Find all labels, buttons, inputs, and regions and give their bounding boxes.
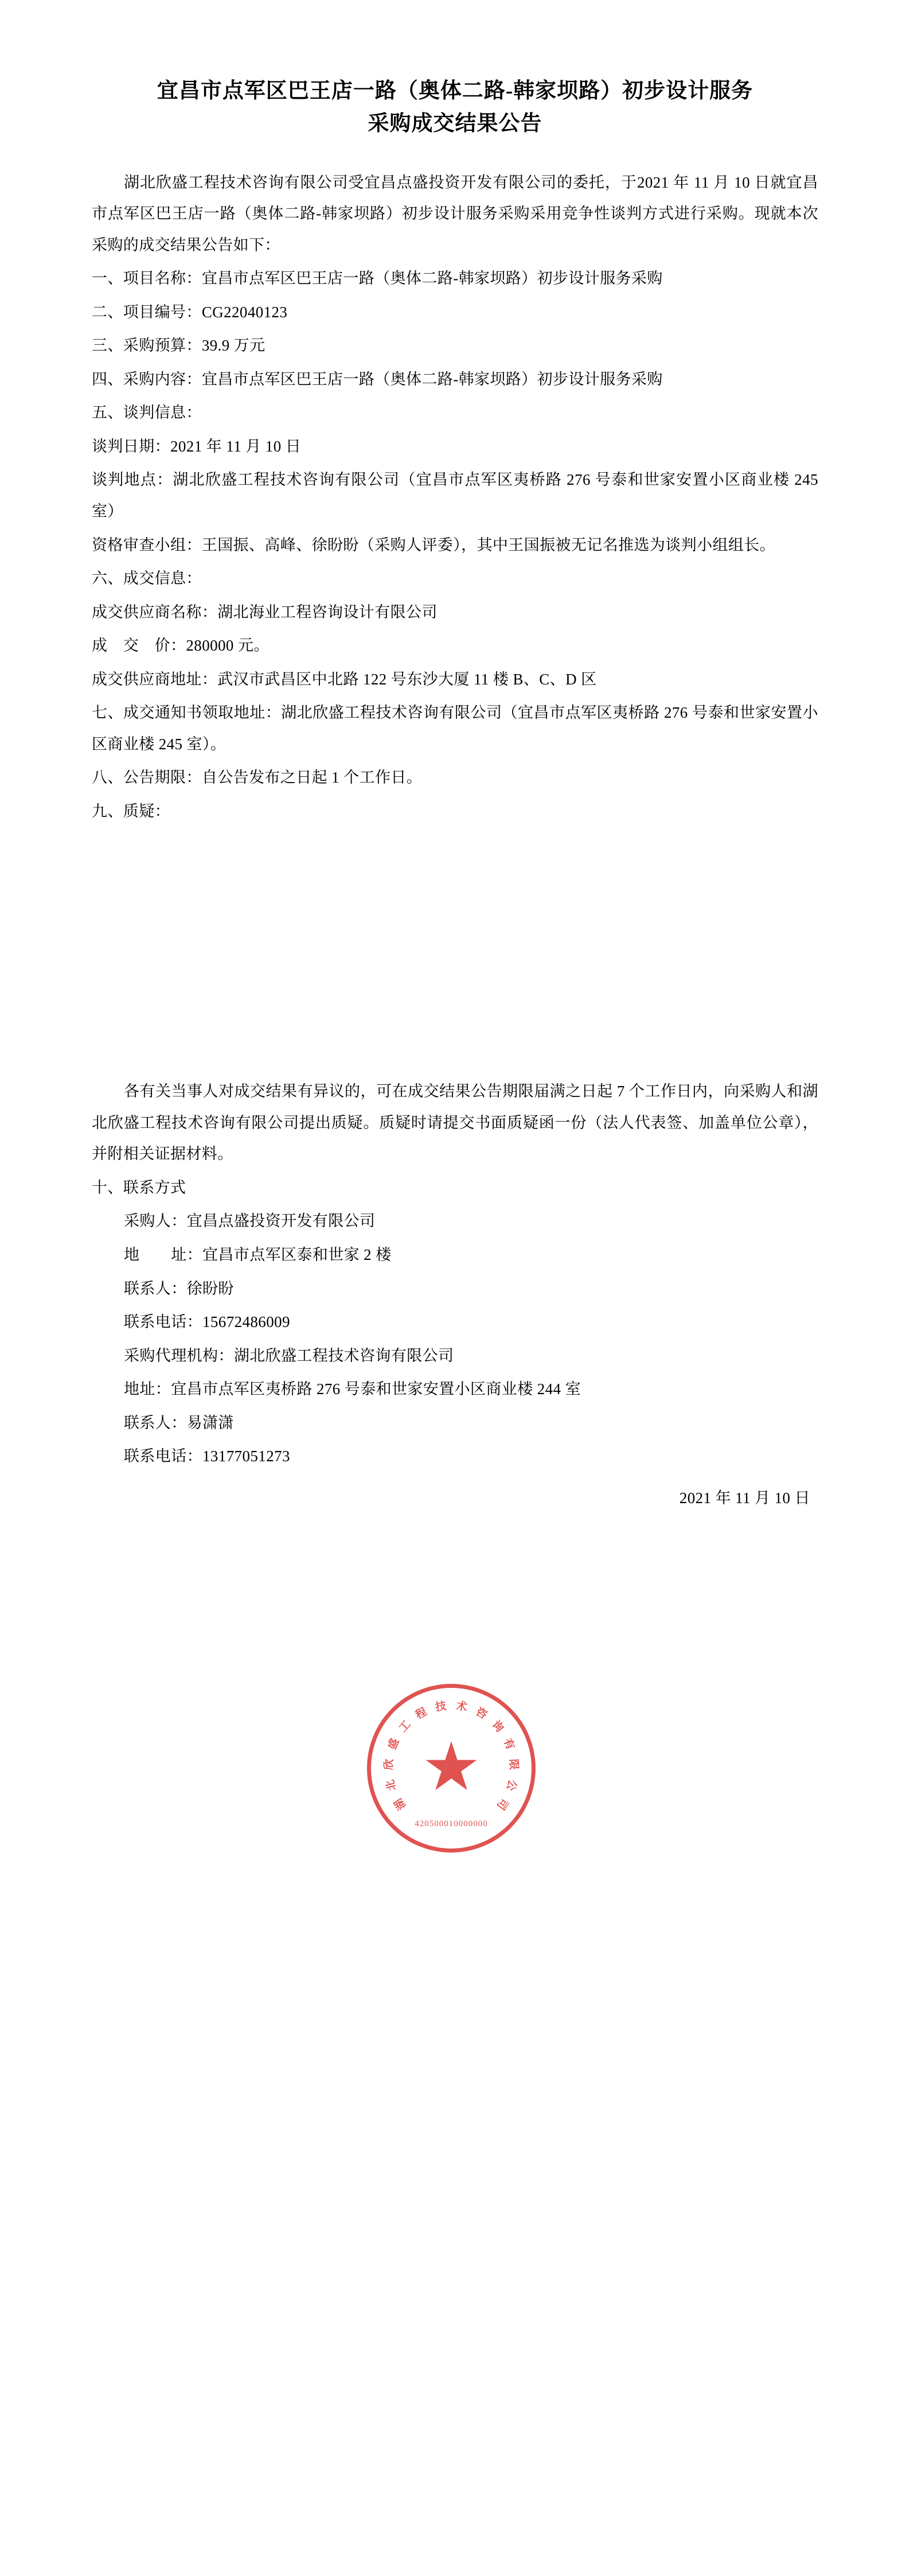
contact-value: 13177051273 [202,1447,290,1465]
contact-value: 湖北欣盛工程技术咨询有限公司 [233,1347,454,1364]
section-project-number-heading: 二、项目编号： [92,303,202,321]
blank-space [92,829,818,1076]
section-project-name-heading: 一、项目名称： [92,270,202,287]
result-price-value: 280000 元。 [186,637,270,655]
section-negotiation-heading: 五、谈判信息： [92,404,202,422]
seal-ring-char: 北 [384,1778,399,1792]
section-project-name [92,263,818,294]
section-notice-pickup [92,697,818,760]
contact-row [92,1306,818,1338]
contact-row [92,1407,818,1439]
section-notice-pickup-text: 湖北欣盛工程技术咨询有限公司（宜昌市点军区夷桥路 276 号泰和世家安置小区商业楼 245 室）。 [92,704,818,753]
seal-ring-char: 湖 [392,1796,409,1812]
contact-value: 易潇潇 [186,1414,234,1431]
seal-ring-char: 咨 [473,1706,489,1722]
intro-paragraph: 湖北欣盛工程技术咨询有限公司受宜昌点盛投资开发有限公司的委托，于2021 年 11 月 10 日就宜昌市点军区巴王店一路（奥体二路-韩家坝路）初步设计服务采购采用竞争性谈判方式进行采购。现就本次采购的成交结果公告如下： [92,173,818,254]
page-title [92,75,818,141]
negotiation-place: 谈判地点：湖北欣盛工程技术咨询有限公司（宜昌市点军区夷桥路 276 号泰和世家安置小区商业楼 245 室） [92,471,818,520]
result-supplier-address-value: 武汉市武昌区中北路 122 号东沙大厦 11 楼 B、C、D 区 [217,670,597,688]
section-project-name-text: 宜昌市点军区巴王店一路（奥体二路-韩家坝路）初步设计服务采购 [201,270,663,287]
seal-bottom-text: 420500010000000 [415,1819,488,1828]
result-supplier-address-label: 成交供应商地址： [92,670,218,688]
seal-ring-char: 公 [503,1778,519,1792]
contact-label: 地址： [124,1380,171,1398]
contact-row [92,1239,818,1271]
query-text: 各有关当事人对成交结果有异议的，可在成交结果公告期限届满之日起 7 个工作日内，向采购人和湖北欣盛工程技术咨询有限公司提出质疑。质疑时请提交书面质疑函一份（法人代表签、加盖单位公章），并附相关证据材料。 [92,1083,818,1163]
seal-ring-char: 技 [434,1700,447,1714]
seal-ring-char: 盛 [386,1737,402,1752]
seal-ring-char: 有 [501,1737,517,1752]
seal-ring-text [371,1688,532,1849]
section-scope [92,364,818,395]
contact-label: 地 址： [124,1246,202,1263]
contact-label: 联系电话： [124,1447,202,1465]
section-notice-pickup-heading: 七、成交通知书领取地址： [92,704,282,722]
contact-row [92,1373,818,1405]
section-budget-text: 39.9 万元 [201,337,265,355]
contact-label: 联系人： [124,1279,187,1297]
section-query-heading: 九、质疑： [92,802,170,820]
seal-ring-char: 工 [397,1718,413,1735]
result-supplier-name-value: 湖北海业工程咨询设计有限公司 [217,603,438,621]
section-budget-heading: 三、采购预算： [92,337,202,355]
result-supplier-address [92,664,818,695]
seal-ring-char: 欣 [382,1758,396,1770]
page-title-line-1: 宜昌市点军区巴王店一路（奥体二路-韩家坝路）初步设计服务 [157,79,753,103]
seal-ring-char: 程 [413,1706,429,1722]
section-period [92,762,818,793]
section-project-number-text: CG22040123 [201,303,288,321]
seal-ring-char: 术 [455,1700,468,1714]
seal-ring-char: 司 [494,1796,510,1812]
section-scope-text: 宜昌市点军区巴王店一路（奥体二路-韩家坝路）初步设计服务采购 [201,370,663,388]
negotiation-committee: 资格审查小组：王国振、高峰、徐盼盼（采购人评委），其中王国振被无记名推选为谈判小组组长。 [92,536,776,554]
seal-ring-char: 询 [489,1718,506,1735]
result-price-label: 成 交 价： [92,637,186,655]
contact-value: 宜昌点盛投资开发有限公司 [186,1212,376,1230]
contact-row [92,1441,818,1472]
contact-row [92,1205,818,1237]
page-title-line-2: 采购成交结果公告 [368,112,542,136]
section-result-heading: 六、成交信息： [92,570,202,587]
sign-date: 2021 年 11 月 10 日 [679,1489,810,1507]
contact-label: 联系电话： [124,1313,202,1331]
section-budget [92,330,818,361]
contact-label: 采购代理机构： [124,1347,234,1364]
official-seal-icon [367,1684,536,1853]
section-period-text: 自公告发布之日起 1 个工作日。 [201,769,423,787]
result-supplier-name-label: 成交供应商名称： [92,603,218,621]
contact-value: 宜昌市点军区夷桥路 276 号泰和世家安置小区商业楼 244 室 [171,1380,581,1398]
section-project-number [92,297,818,328]
section-period-heading: 八、公告期限： [92,769,202,787]
contact-value: 15672486009 [202,1313,290,1331]
contact-value: 宜昌市点军区泰和世家 2 楼 [202,1246,392,1263]
seal-ring-char: 限 [507,1758,520,1770]
contact-value: 徐盼盼 [186,1279,234,1297]
section-scope-heading: 四、采购内容： [92,370,202,388]
result-price [92,630,818,661]
contact-list [92,1205,818,1472]
contact-row [92,1340,818,1372]
contact-row [92,1273,818,1305]
contact-label: 联系人： [124,1414,187,1431]
seal-star-icon: ★ [424,1737,479,1799]
section-contact-heading: 十、联系方式 [92,1178,186,1196]
negotiation-date: 谈判日期：2021 年 11 月 10 日 [92,437,302,455]
contact-label: 采购人： [124,1212,187,1230]
result-supplier-name [92,597,818,628]
document-body [92,167,818,1513]
